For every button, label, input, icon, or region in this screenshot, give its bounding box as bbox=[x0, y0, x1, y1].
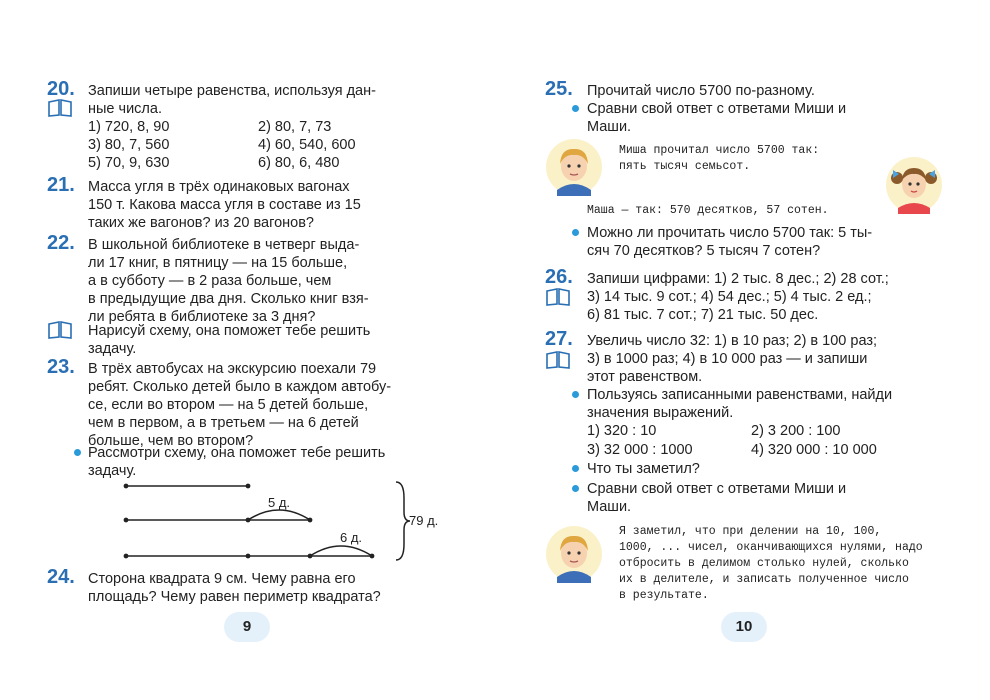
task-23-line-5: больше, чем во втором? bbox=[88, 433, 254, 449]
bullet-icon bbox=[74, 449, 81, 456]
task-21-line-1: Масса угля в трёх одинаковых вагонах bbox=[88, 179, 350, 195]
task-22-extra-1: Нарисуй схему, она поможет тебе решить bbox=[88, 323, 371, 339]
task-20-opt-4: 4) 60, 540, 600 bbox=[258, 137, 356, 153]
book-icon bbox=[47, 99, 73, 117]
book-icon bbox=[545, 288, 571, 306]
task-23-bullet-1: Рассмотри схему, она поможет тебе решить bbox=[88, 445, 386, 461]
task-27-line-1: Увеличь число 32: 1) в 10 раз; 2) в 100 раз; bbox=[587, 333, 878, 349]
task-22-line-4: в предыдущие два дня. Сколько книг взя- bbox=[88, 291, 369, 307]
task-22-line-2: ли 17 книг, в пятницу — на 15 больше, bbox=[88, 255, 348, 271]
misha-note-4: их в делителе, и записать полученное число bbox=[619, 573, 909, 586]
task-25-bullet2-1: Можно ли прочитать число 5700 так: 5 ты- bbox=[587, 225, 873, 241]
page-number: 10 bbox=[721, 612, 767, 642]
task-25-bullet1-1: Сравни свой ответ с ответами Миши и bbox=[587, 101, 847, 117]
book-icon bbox=[47, 321, 73, 339]
misha-note-1: Я заметил, что при делении на 10, 100, bbox=[619, 525, 882, 538]
task-23-diagram bbox=[120, 478, 450, 568]
right-page bbox=[495, 0, 990, 700]
task-27-line-2: 3) в 1000 раз; 4) в 10 000 раз — и запиши bbox=[587, 351, 868, 367]
misha-note-3: отбросить в делимом столько нулей, сколько bbox=[619, 557, 909, 570]
bullet-icon bbox=[572, 105, 579, 112]
task-27-bullet3-1: Сравни свой ответ с ответами Миши и bbox=[587, 481, 847, 497]
task-27-bullet3-2: Маши. bbox=[587, 499, 632, 515]
task-26-line-1: Запиши цифрами: 1) 2 тыс. 8 дес.; 2) 28 сот.; bbox=[587, 271, 889, 287]
task-22-line-5: ли ребята в библиотеке за 3 дня? bbox=[88, 309, 316, 325]
bullet-icon bbox=[572, 465, 579, 472]
task-25-bullet1-2: Маши. bbox=[587, 119, 632, 135]
task-20-line-1: Запиши четыре равенства, используя дан- bbox=[88, 83, 376, 99]
bullet-icon bbox=[572, 485, 579, 492]
task-20-number: 20. bbox=[47, 78, 75, 100]
task-23-line-1: В трёх автобусах на экскурсию поехали 79 bbox=[88, 361, 377, 377]
task-23-bullet-2: задачу. bbox=[88, 463, 137, 479]
masha-speech: Маша — так: 570 десятков, 57 сотен. bbox=[587, 204, 829, 217]
task-22-line-1: В школьной библиотеке в четверг выда- bbox=[88, 237, 360, 253]
task-21-number: 21. bbox=[47, 174, 75, 196]
task-20-opt-1: 1) 720, 8, 90 bbox=[88, 119, 170, 135]
task-27-expr-4: 4) 320 000 : 10 000 bbox=[751, 442, 877, 458]
page-number: 9 bbox=[224, 612, 270, 642]
masha-avatar bbox=[885, 156, 943, 214]
task-22-line-3: а в субботу — в 2 раза больше, чем bbox=[88, 273, 332, 289]
bullet-icon bbox=[572, 391, 579, 398]
task-27-bullet1-2: значения выражений. bbox=[587, 405, 734, 421]
task-22-number: 22. bbox=[47, 232, 75, 254]
diagram-label-total: 79 д. bbox=[409, 513, 439, 528]
task-20-opt-2: 2) 80, 7, 73 bbox=[258, 119, 332, 135]
task-20-opt-3: 3) 80, 7, 560 bbox=[88, 137, 170, 153]
misha-note-5: в результате. bbox=[619, 589, 709, 602]
task-24-line-2: площадь? Чему равен периметр квадрата? bbox=[88, 589, 381, 605]
task-21-line-2: 150 т. Какова масса угля в составе из 15 bbox=[88, 197, 361, 213]
task-26-line-3: 6) 81 тыс. 7 сот.; 7) 21 тыс. 50 дес. bbox=[587, 307, 819, 323]
task-27-number: 27. bbox=[545, 328, 573, 350]
task-23-number: 23. bbox=[47, 356, 75, 378]
task-20-opt-6: 6) 80, 6, 480 bbox=[258, 155, 340, 171]
diagram-label-5: 5 д. bbox=[268, 495, 291, 510]
task-24-line-1: Сторона квадрата 9 см. Чему равна его bbox=[88, 571, 356, 587]
misha-speech-1: Миша прочитал число 5700 так: bbox=[619, 144, 820, 157]
diagram-label-6: 6 д. bbox=[340, 530, 363, 545]
misha-avatar bbox=[545, 525, 603, 583]
task-27-expr-2: 2) 3 200 : 100 bbox=[751, 423, 841, 439]
task-27-line-3: этот равенством. bbox=[587, 369, 703, 385]
task-27-bullet1-1: Пользуясь записанными равенствами, найди bbox=[587, 387, 893, 403]
bullet-icon bbox=[572, 229, 579, 236]
task-24-number: 24. bbox=[47, 566, 75, 588]
task-23-line-3: се, если во втором — на 5 детей больше, bbox=[88, 397, 369, 413]
task-23-line-4: чем в первом, а в третьем — на 6 детей bbox=[88, 415, 359, 431]
task-22-extra-2: задачу. bbox=[88, 341, 137, 357]
misha-speech-2: пять тысяч семьсот. bbox=[619, 160, 751, 173]
task-23-line-2: ребят. Сколько детей было в каждом автобу- bbox=[88, 379, 392, 395]
task-26-line-2: 3) 14 тыс. 9 сот.; 4) 54 дес.; 5) 4 тыс. 2 ед.; bbox=[587, 289, 872, 305]
task-21-line-3: таких же вагонов? из 20 вагонов? bbox=[88, 215, 314, 231]
misha-note-2: 1000, ... чисел, оканчивающихся нулями, надо bbox=[619, 541, 923, 554]
task-26-number: 26. bbox=[545, 266, 573, 288]
book-icon bbox=[545, 351, 571, 369]
task-20-line-2: ные числа. bbox=[88, 101, 162, 117]
task-25-bullet2-2: сяч 70 десятков? 5 тысяч 7 сотен? bbox=[587, 243, 821, 259]
misha-avatar bbox=[545, 138, 603, 196]
task-27-bullet2: Что ты заметил? bbox=[587, 461, 700, 477]
task-27-expr-1: 1) 320 : 10 bbox=[587, 423, 657, 439]
task-20-opt-5: 5) 70, 9, 630 bbox=[88, 155, 170, 171]
task-27-expr-3: 3) 32 000 : 1000 bbox=[587, 442, 693, 458]
task-25-line-1: Прочитай число 5700 по-разному. bbox=[587, 83, 815, 99]
task-25-number: 25. bbox=[545, 78, 573, 100]
